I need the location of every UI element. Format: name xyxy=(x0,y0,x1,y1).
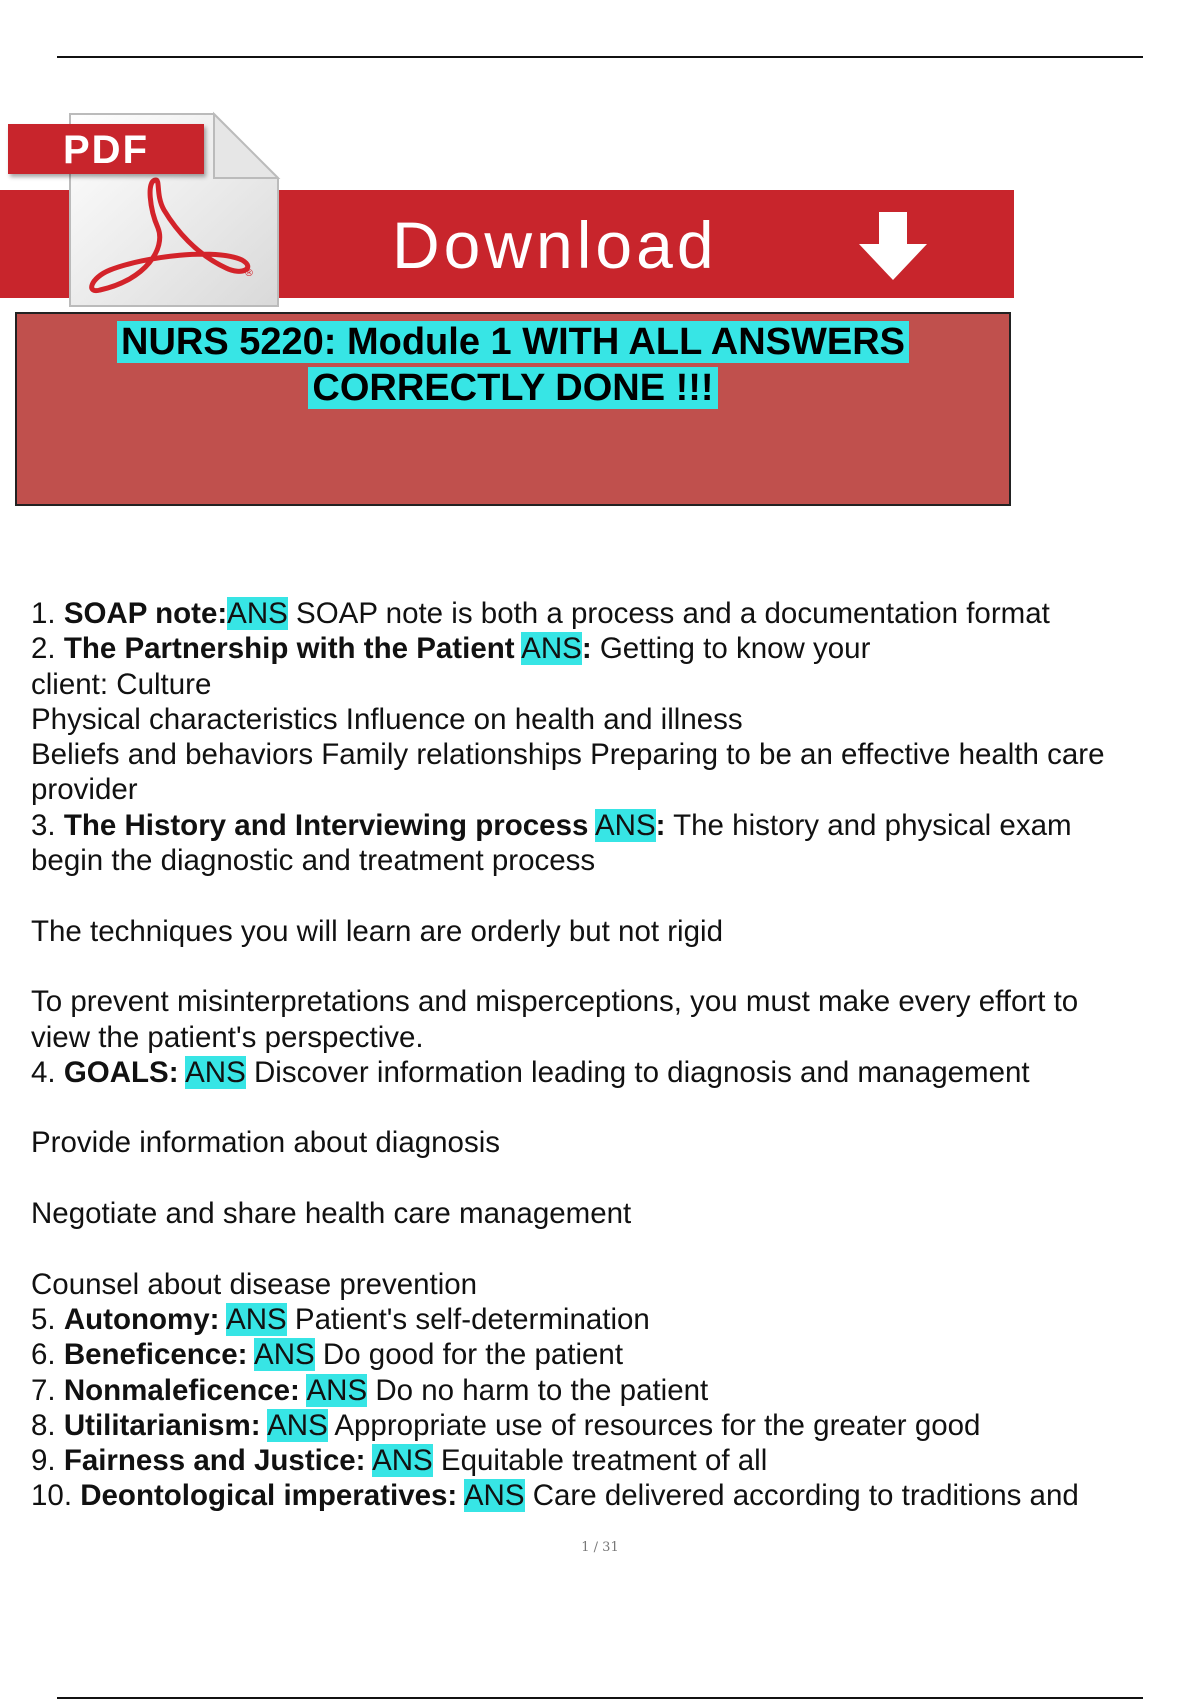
ans-marker: ANS xyxy=(306,1373,368,1407)
ans-marker: ANS xyxy=(521,632,582,666)
ans-marker: ANS xyxy=(185,1055,246,1089)
answer-line: Provide information about diagnosis xyxy=(31,1126,501,1160)
qa-item: 4. GOALS: ANS Discover information leading to diagnosis and management xyxy=(31,1055,1030,1089)
answer-line: client: Culture xyxy=(31,667,212,701)
qa-item: 6. Beneficence: ANS Do good for the patient xyxy=(31,1338,624,1372)
ans-marker: ANS xyxy=(226,1302,287,1336)
document-title-line-2: CORRECTLY DONE !!! xyxy=(15,366,1011,410)
download-label[interactable]: Download xyxy=(392,208,718,282)
answer-line: provider xyxy=(31,773,138,807)
answer-line: Negotiate and share health care management xyxy=(31,1197,632,1231)
ans-marker: ANS xyxy=(372,1444,433,1478)
qa-content xyxy=(31,596,1199,1514)
ans-marker: ANS xyxy=(267,1408,328,1442)
qa-item: 3. The History and Interviewing process ANS: The history and physical exam xyxy=(31,808,1072,842)
answer-line: begin the diagnostic and treatment process xyxy=(31,844,596,878)
ans-marker: ANS xyxy=(254,1338,315,1372)
download-arrow-icon[interactable] xyxy=(855,210,931,284)
qa-item: 9. Fairness and Justice: ANS Equitable treatment of all xyxy=(31,1444,768,1478)
answer-line: Beliefs and behaviors Family relationships Preparing to be an effective health care xyxy=(31,738,1105,772)
qa-item: 5. Autonomy: ANS Patient's self-determination xyxy=(31,1302,650,1336)
qa-item: 8. Utilitarianism: ANS Appropriate use of resources for the greater good xyxy=(31,1408,981,1442)
ans-marker: ANS xyxy=(463,1479,525,1513)
top-rule xyxy=(57,56,1143,58)
answer-line: To prevent misinterpretations and misperceptions, you must make every effort to xyxy=(31,985,1079,1019)
document-title-line-1: NURS 5220: Module 1 WITH ALL ANSWERS xyxy=(15,320,1011,364)
ans-marker: ANS xyxy=(227,597,288,630)
ans-marker: ANS xyxy=(594,808,656,842)
page-indicator: 1 / 31 xyxy=(581,1540,619,1555)
qa-item: 7. Nonmaleficence: ANS Do no harm to the patient xyxy=(31,1373,709,1407)
answer-line: The techniques you will learn are orderly but not rigid xyxy=(31,914,723,948)
answer-line: Counsel about disease prevention xyxy=(31,1267,478,1301)
bottom-rule xyxy=(57,1697,1143,1699)
answer-line: Physical characteristics Influence on health and illness xyxy=(31,702,743,736)
pdf-badge: PDF xyxy=(8,124,204,174)
qa-item: 10. Deontological imperatives: ANS Care delivered according to traditions and xyxy=(31,1479,1079,1513)
svg-text:®: ® xyxy=(244,268,254,279)
qa-item: 1. SOAP note:ANS SOAP note is both a process and a documentation format xyxy=(31,597,1050,630)
qa-item: 2. The Partnership with the Patient ANS: Getting to know your xyxy=(31,632,871,666)
answer-line: view the patient's perspective. xyxy=(31,1020,424,1054)
